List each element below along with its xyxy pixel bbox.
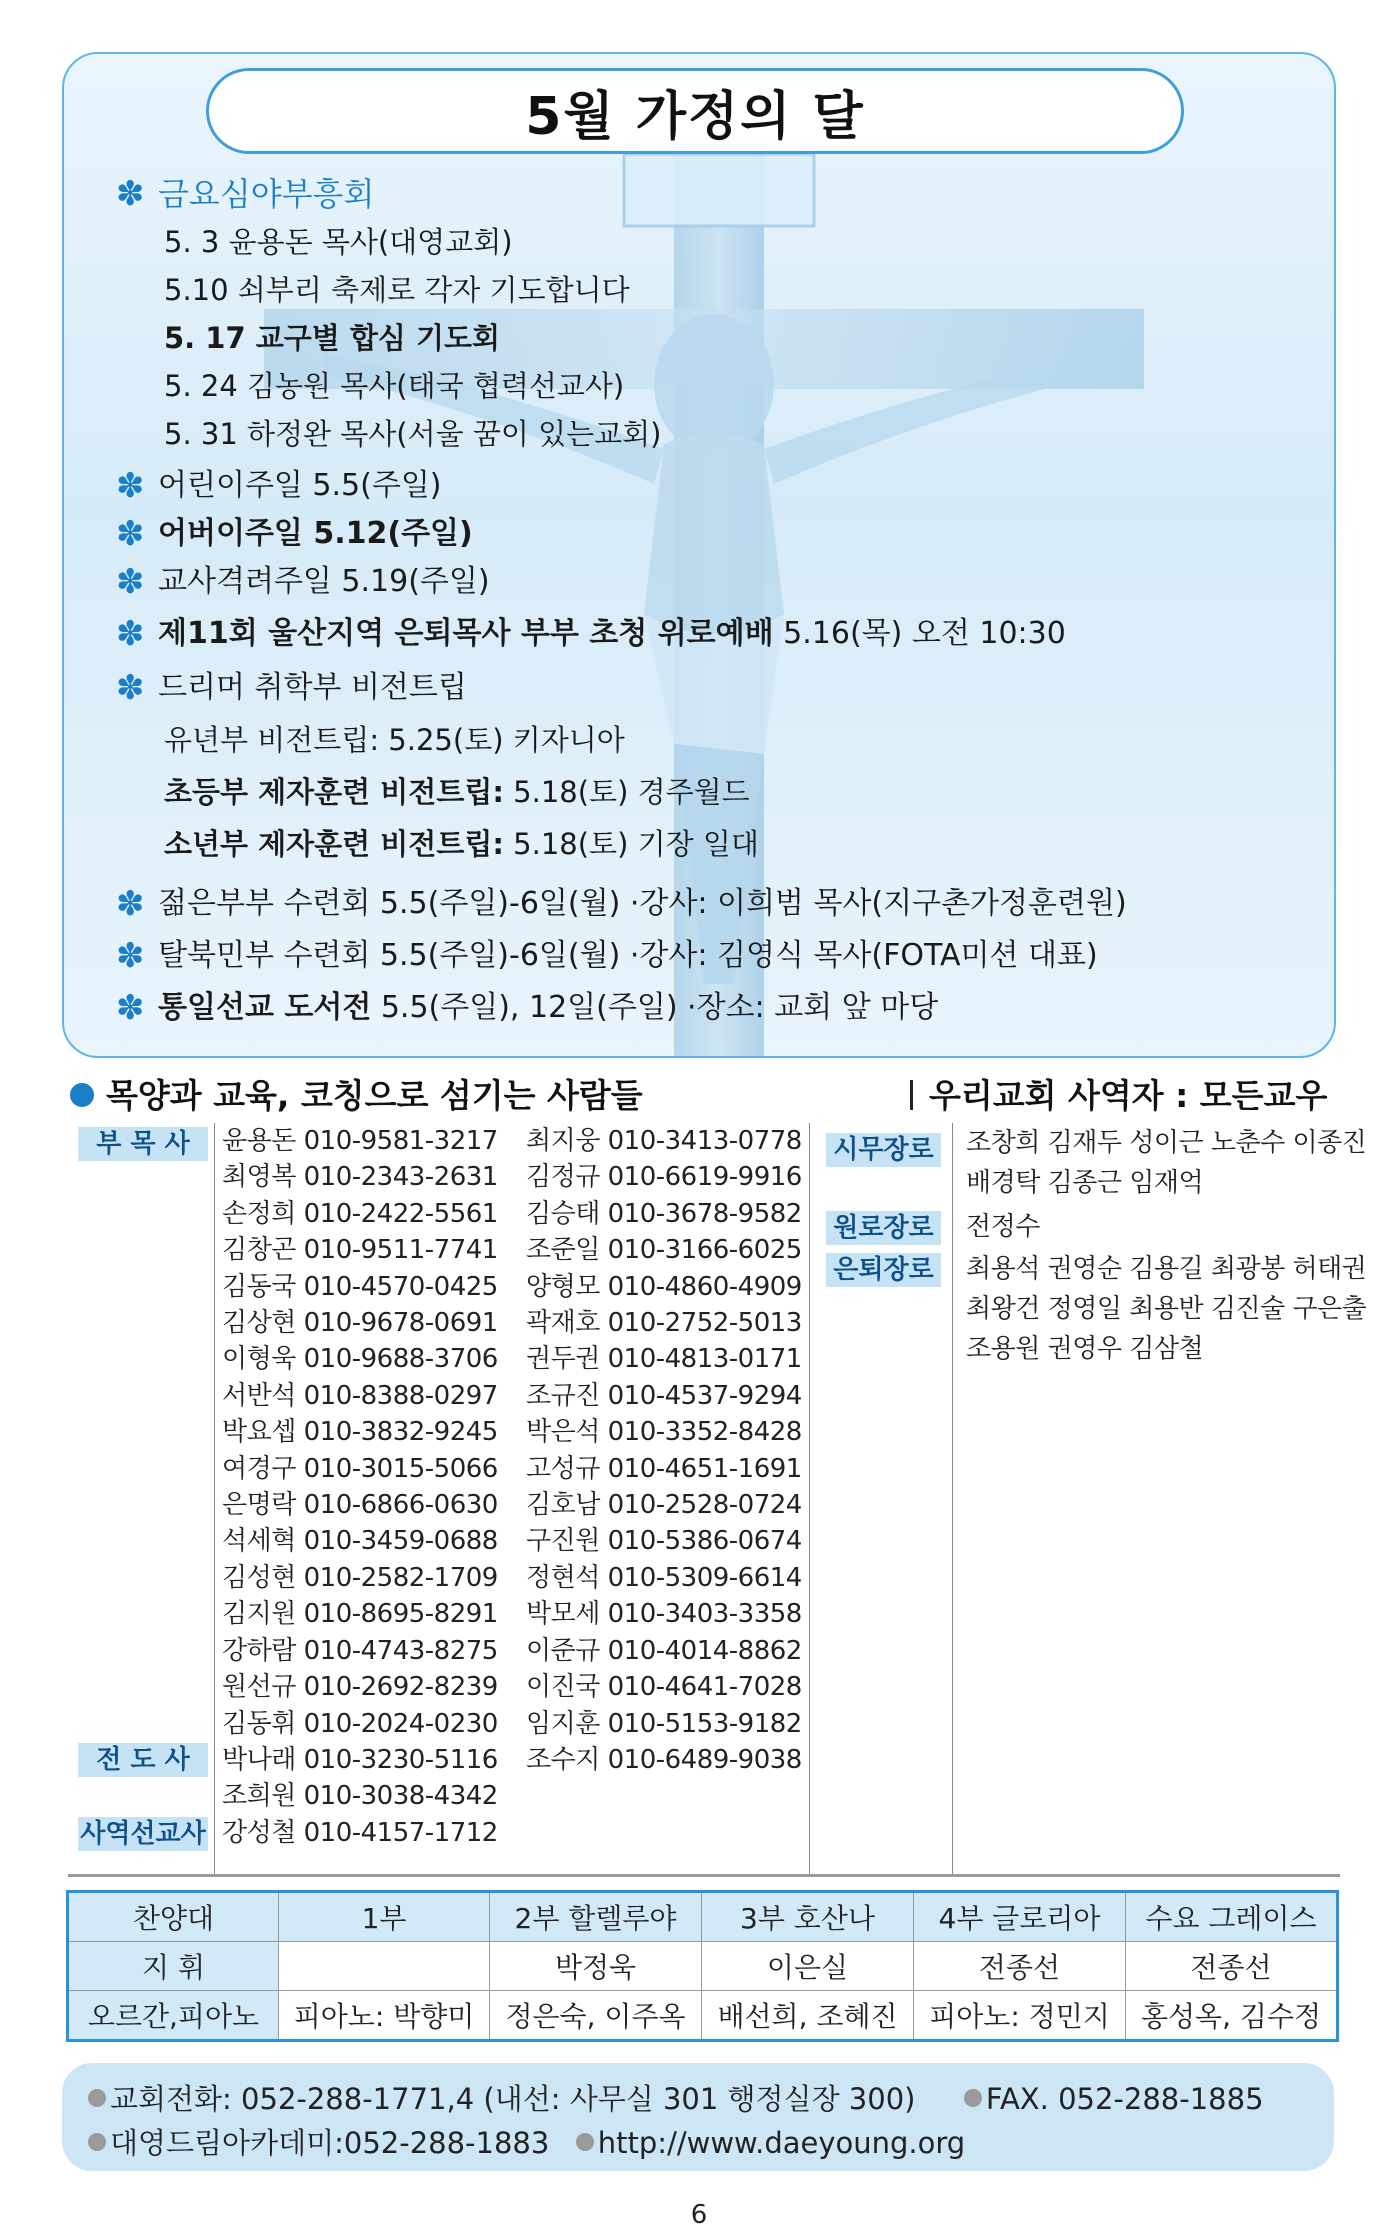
contact-box <box>62 2063 1334 2171</box>
staff-entry: 양형모 010-4860-4909 <box>526 1271 802 1302</box>
revival-item: 5. 24 김농원 목사(태국 협력선교사) <box>164 369 625 403</box>
title-banner <box>206 68 1184 154</box>
elder-names: 전정수 <box>966 1212 1040 1242</box>
staff-entry: 이진국 010-4641-7028 <box>526 1672 802 1703</box>
page-number: 6 <box>690 2200 708 2230</box>
staff-entry: 정현석 010-5309-6614 <box>526 1562 802 1593</box>
staff-entry: 이준규 010-4014-8862 <box>526 1635 802 1666</box>
staff-entry: 윤용돈 010-9581-3217 <box>222 1126 498 1156</box>
table-header-cell: 4부 글로리아 <box>914 1892 1126 1942</box>
table-row <box>68 1892 1338 1942</box>
church-phone: 교회전화: 052-288-1771,4 (내선: 사무실 301 행정실장 300) <box>110 2082 916 2116</box>
choir-table <box>66 1890 1339 2042</box>
table-cell: 정은숙, 이주옥 <box>490 1991 702 2041</box>
asterisk-flower-icon: ✽ <box>116 514 145 554</box>
table-cell <box>279 1942 490 1991</box>
staff-entry: 구진원 010-5386-0674 <box>526 1526 802 1557</box>
table-cell: 배선희, 조혜진 <box>702 1991 914 2041</box>
friday-revival-heading: ✽ 금요심야부흥회 <box>116 174 375 214</box>
asterisk-flower-icon: ✽ <box>116 936 145 976</box>
staff-entry: 강하람 010-4743-8275 <box>222 1635 498 1666</box>
active-elder-list <box>966 1123 1366 1203</box>
staff-entry: 조수지 010-6489-9038 <box>526 1744 802 1775</box>
dreamer-trip-heading: ✽ 드리머 취학부 비전트립 <box>116 668 467 708</box>
row-header-cell: 지 휘 <box>68 1942 279 1991</box>
trip-item: 소년부 제자훈련 비전트립: 5.18(토) 기장 일대 <box>164 827 759 861</box>
staff-heading: 목양과 교육, 코칭으로 섬기는 사람들 <box>70 1070 643 1117</box>
staff-entry: 이형욱 010-9688-3706 <box>222 1344 498 1375</box>
active-elder-label: 시무장로 <box>826 1133 941 1167</box>
young-couples-item: ✽ 젊은부부 수련회 5.5(주일)-6일(월) ·강사: 이희범 목사(지구촌가정훈련원) <box>116 884 1127 924</box>
trip-item: 유년부 비전트립: 5.25(토) 키자니아 <box>164 723 625 757</box>
staff-entry: 김승태 010-3678-9582 <box>526 1198 802 1229</box>
staff-entry: 김동국 010-4570-0425 <box>222 1271 498 1302</box>
elder-names: 최용석 권영순 김용길 최광봉 허태권 <box>966 1254 1367 1284</box>
teachers-day-item: ✽ 교사격려주일 5.19(주일) <box>116 562 490 602</box>
bullet-dot-icon <box>964 2089 982 2107</box>
table-header-cell: 수요 그레이스 <box>1126 1892 1338 1942</box>
table-header-cell: 2부 할렐루야 <box>490 1892 702 1942</box>
staff-entry: 김동휘 010-2024-0230 <box>222 1708 498 1739</box>
emeritus-elder-label: 원로장로 <box>826 1211 941 1245</box>
table-cell: 전종선 <box>1126 1942 1338 1991</box>
bullet-dot-icon <box>88 2133 106 2151</box>
staff-entry: 김창곤 010-9511-7741 <box>222 1235 498 1266</box>
asterisk-flower-icon: ✽ <box>116 174 145 214</box>
table-header-cell: 1부 <box>279 1892 490 1942</box>
trip-item: 초등부 제자훈련 비전트립: 5.18(토) 경주월드 <box>164 775 750 809</box>
table-header-cell: 찬양대 <box>68 1892 279 1942</box>
table-cell: 박정욱 <box>490 1942 702 1991</box>
asterisk-flower-icon: ✽ <box>116 668 145 708</box>
bullet-dot-icon <box>70 1083 94 1107</box>
asterisk-flower-icon: ✽ <box>116 988 145 1028</box>
table-cell: 피아노: 박향미 <box>279 1991 490 2041</box>
staff-entry: 권두권 010-4813-0171 <box>526 1344 802 1375</box>
divider <box>68 1874 1340 1877</box>
asterisk-flower-icon: ✽ <box>116 884 145 924</box>
associate-pastor-list-2 <box>526 1123 802 1778</box>
revival-item: 5. 17 교구별 합심 기도회 <box>164 321 501 355</box>
staff-entry: 김지원 010-8695-8291 <box>222 1599 498 1630</box>
staff-entry: 박나래 010-3230-5116 <box>222 1744 498 1775</box>
unification-item: ✽ 통일선교 도서전 5.5(주일), 12일(주일) ·장소: 교회 앞 마당 <box>116 988 939 1028</box>
table-cell: 홍성옥, 김수정 <box>1126 1991 1338 2041</box>
staff-entry: 곽재호 010-2752-5013 <box>526 1308 802 1339</box>
table-cell: 피아노: 정민지 <box>914 1991 1126 2041</box>
table-cell: 전종선 <box>914 1942 1126 1991</box>
contact-line-1 <box>88 2077 1264 2118</box>
website-link[interactable]: http://www.daeyoung.org <box>597 2126 966 2160</box>
retired-elder-label: 은퇴장로 <box>826 1253 941 1287</box>
table-row <box>68 1991 1338 2041</box>
childrens-day-item: ✽ 어린이주일 5.5(주일) <box>116 466 442 506</box>
defectors-item: ✽ 탈북민부 수련회 5.5(주일)-6일(월) ·강사: 김영식 목사(FOTA미션 대표) <box>116 936 1098 976</box>
staff-entry: 석세혁 010-3459-0688 <box>222 1526 498 1557</box>
asterisk-flower-icon: ✽ <box>116 562 145 602</box>
elder-names: 배경탁 김종근 임재억 <box>966 1168 1204 1198</box>
revival-item: 5.10 쇠부리 축제로 각자 기도합니다 <box>164 273 630 307</box>
staff-entry: 김호남 010-2528-0724 <box>526 1490 802 1521</box>
retired-elder-list <box>966 1249 1366 1369</box>
revival-item: 5. 3 윤용돈 목사(대영교회) <box>164 225 513 259</box>
elder-names: 조용원 권영우 김삼철 <box>966 1334 1204 1364</box>
staff-entry: 최지웅 010-3413-0778 <box>526 1126 802 1156</box>
announcement-box <box>62 52 1336 1058</box>
academy-phone: 대영드림아카데미:052-288-1883 <box>110 2126 550 2160</box>
staff-entry: 박은석 010-3352-8428 <box>526 1417 802 1448</box>
table-row <box>68 1942 1338 1991</box>
evangelist-label: 전 도 사 <box>78 1743 208 1777</box>
staff-entry: 원선규 010-2692-8239 <box>222 1672 498 1703</box>
staff-entry: 임지훈 010-5153-9182 <box>526 1708 802 1739</box>
elder-names: 조창희 김재두 성이근 노춘수 이종진 <box>966 1128 1367 1158</box>
staff-entry: 조희원 010-3038-4342 <box>222 1781 498 1812</box>
staff-directory <box>68 1123 1367 1875</box>
divider <box>952 1123 953 1875</box>
asterisk-flower-icon: ✽ <box>116 614 145 654</box>
elder-names: 최왕건 정영일 최용반 김진술 구은출 <box>966 1294 1367 1324</box>
page-title: 5월 가정의 달 <box>525 86 865 147</box>
fax-number: FAX. 052-288-1885 <box>985 2082 1264 2116</box>
missionary-label: 사역선교사 <box>78 1817 208 1851</box>
staff-entry: 조준일 010-3166-6025 <box>526 1235 802 1266</box>
contact-line-2 <box>88 2121 965 2162</box>
associate-pastor-list <box>222 1123 498 1851</box>
bullet-dot-icon <box>88 2089 106 2107</box>
staff-entry: 강성철 010-4157-1712 <box>222 1817 498 1848</box>
table-header-cell: 3부 호산나 <box>702 1892 914 1942</box>
parents-day-item: ✽ 어버이주일 5.12(주일) <box>116 514 473 554</box>
staff-entry: 최영복 010-2343-2631 <box>222 1162 498 1193</box>
row-header-cell: 오르간,피아노 <box>68 1991 279 2041</box>
divider <box>910 1080 913 1110</box>
ministers-heading: 우리교회 사역자 : 모든교우 <box>910 1070 1327 1117</box>
staff-entry: 은명락 010-6866-0630 <box>222 1490 498 1521</box>
staff-entry: 손정희 010-2422-5561 <box>222 1198 498 1229</box>
revival-item: 5. 31 하정완 목사(서울 꿈이 있는교회) <box>164 417 662 451</box>
staff-entry: 김상현 010-9678-0691 <box>222 1308 498 1339</box>
staff-entry: 조규진 010-4537-9294 <box>526 1380 802 1411</box>
staff-entry: 고성규 010-4651-1691 <box>526 1453 802 1484</box>
staff-entry: 김정규 010-6619-9916 <box>526 1162 802 1193</box>
divider <box>809 1123 810 1875</box>
staff-entry: 김성현 010-2582-1709 <box>222 1562 498 1593</box>
bullet-dot-icon <box>576 2133 594 2151</box>
asterisk-flower-icon: ✽ <box>116 466 145 506</box>
retired-pastors-item: ✽ 제11회 울산지역 은퇴목사 부부 초청 위로예배 5.16(목) 오전 10:30 <box>116 614 1066 654</box>
staff-entry: 여경구 010-3015-5066 <box>222 1453 498 1484</box>
staff-entry: 서반석 010-8388-0297 <box>222 1380 498 1411</box>
divider <box>214 1123 215 1875</box>
staff-entry: 박요셉 010-3832-9245 <box>222 1417 498 1448</box>
associate-pastor-label: 부 목 사 <box>78 1127 208 1161</box>
staff-entry: 박모세 010-3403-3358 <box>526 1599 802 1630</box>
emeritus-elder-list <box>966 1207 1040 1247</box>
table-cell: 이은실 <box>702 1942 914 1991</box>
